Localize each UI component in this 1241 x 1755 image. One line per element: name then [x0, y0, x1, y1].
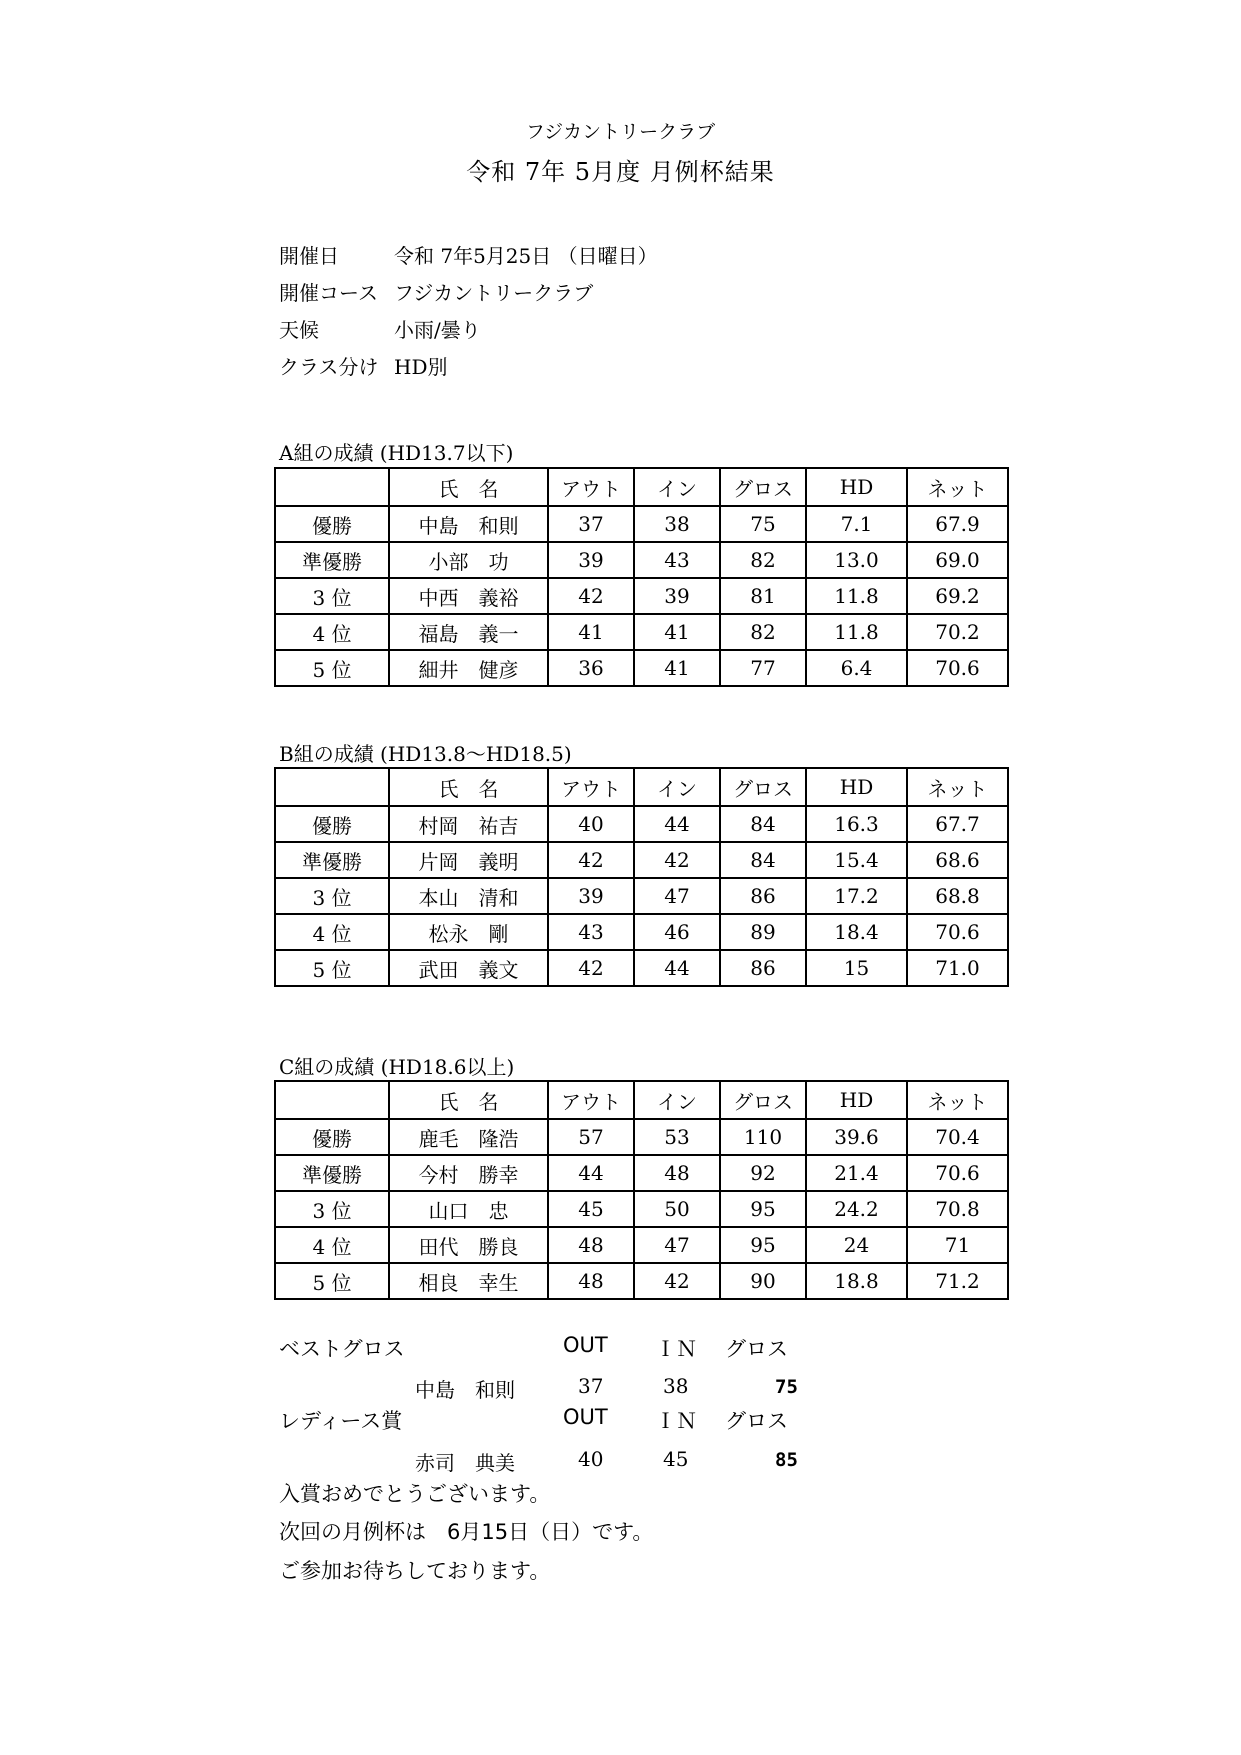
player-name-cell: 福島 義一: [389, 614, 548, 650]
info-row-course: [279, 273, 658, 310]
in-cell: 39: [634, 578, 720, 614]
best-gross-out: 37: [578, 1374, 604, 1398]
gross-cell: 86: [720, 878, 806, 914]
rank-cell: 3 位: [275, 578, 389, 614]
table-row: [275, 878, 1008, 914]
in-cell: 53: [634, 1119, 720, 1155]
out-cell: 39: [548, 878, 634, 914]
rank-cell: 3 位: [275, 878, 389, 914]
in-header: イン: [634, 468, 720, 506]
gross-cell: 110: [720, 1119, 806, 1155]
in-cell: 38: [634, 506, 720, 542]
info-row-date: [279, 236, 658, 273]
ladies-out: 40: [578, 1447, 604, 1471]
hd-cell: 21.4: [806, 1155, 907, 1191]
group-a-caption: A組の成績 (HD13.7以下): [279, 441, 514, 465]
net-cell: 68.6: [907, 842, 1008, 878]
net-header: ネット: [907, 1081, 1008, 1119]
table-row: [275, 506, 1008, 542]
in-header: イン: [634, 768, 720, 806]
rank-cell: 3 位: [275, 1191, 389, 1227]
out-cell: 42: [548, 578, 634, 614]
rank-cell: 5 位: [275, 650, 389, 686]
out-cell: 37: [548, 506, 634, 542]
out-cell: 40: [548, 806, 634, 842]
rank-cell: 5 位: [275, 950, 389, 986]
table-row: [275, 1191, 1008, 1227]
net-cell: 70.8: [907, 1191, 1008, 1227]
table-row: [275, 914, 1008, 950]
group-a-table: [274, 467, 1009, 687]
gross-cell: 86: [720, 950, 806, 986]
player-name-cell: 村岡 祐吉: [389, 806, 548, 842]
best-gross-gross-header: グロス: [725, 1337, 788, 1361]
in-cell: 42: [634, 1263, 720, 1299]
gross-cell: 81: [720, 578, 806, 614]
out-cell: 48: [548, 1263, 634, 1299]
player-name-cell: 山口 忠: [389, 1191, 548, 1227]
net-cell: 67.9: [907, 506, 1008, 542]
in-cell: 47: [634, 878, 720, 914]
in-cell: 43: [634, 542, 720, 578]
info-label: 開催日: [279, 244, 339, 268]
in-cell: 42: [634, 842, 720, 878]
out-cell: 42: [548, 842, 634, 878]
net-cell: 68.8: [907, 878, 1008, 914]
hd-cell: 11.8: [806, 578, 907, 614]
net-cell: 70.6: [907, 1155, 1008, 1191]
table-row: [275, 950, 1008, 986]
ladies-prize-title: レディース賞: [279, 1409, 403, 1433]
in-cell: 44: [634, 806, 720, 842]
hd-cell: 15: [806, 950, 907, 986]
player-name-cell: 今村 勝幸: [389, 1155, 548, 1191]
invitation-message: ご参加お待ちしております。: [279, 1559, 551, 1583]
best-gross-name: 中島 和則: [415, 1378, 515, 1402]
club-name: フジカントリークラブ: [525, 121, 716, 143]
page-title: 令和 7年 5月度 月例杯結果: [466, 158, 775, 186]
net-cell: 71.2: [907, 1263, 1008, 1299]
player-name-cell: 松永 剛: [389, 914, 548, 950]
hd-cell: 13.0: [806, 542, 907, 578]
table-header-row: [275, 468, 1008, 506]
rank-cell: 4 位: [275, 614, 389, 650]
net-cell: 70.6: [907, 914, 1008, 950]
table-row: [275, 542, 1008, 578]
out-cell: 57: [548, 1119, 634, 1155]
gross-cell: 95: [720, 1191, 806, 1227]
name-header: 氏 名: [389, 468, 548, 506]
net-cell: 67.7: [907, 806, 1008, 842]
out-cell: 44: [548, 1155, 634, 1191]
in-cell: 41: [634, 614, 720, 650]
event-info: [279, 236, 658, 384]
gross-cell: 84: [720, 806, 806, 842]
out-cell: 48: [548, 1227, 634, 1263]
hd-cell: 6.4: [806, 650, 907, 686]
rank-cell: 4 位: [275, 1227, 389, 1263]
info-label: 開催コース: [279, 281, 378, 305]
info-row-class: [279, 347, 658, 384]
rank-cell: 優勝: [275, 1119, 389, 1155]
hd-cell: 39.6: [806, 1119, 907, 1155]
info-label: 天候: [279, 318, 319, 342]
gross-header: グロス: [720, 1081, 806, 1119]
in-cell: 46: [634, 914, 720, 950]
out-cell: 39: [548, 542, 634, 578]
in-cell: 41: [634, 650, 720, 686]
name-header: 氏 名: [389, 768, 548, 806]
net-cell: 69.2: [907, 578, 1008, 614]
hd-cell: 24: [806, 1227, 907, 1263]
ladies-in-header: ＩＮ: [655, 1409, 697, 1433]
blank-header: [275, 768, 389, 806]
in-cell: 50: [634, 1191, 720, 1227]
blank-header: [275, 468, 389, 506]
rank-cell: 準優勝: [275, 542, 389, 578]
hd-header: HD: [806, 1081, 907, 1119]
best-gross-title: ベストグロス: [279, 1337, 405, 1361]
out-cell: 45: [548, 1191, 634, 1227]
hd-header: HD: [806, 468, 907, 506]
hd-header: HD: [806, 768, 907, 806]
hd-cell: 7.1: [806, 506, 907, 542]
best-gross-in-header: ＩＮ: [655, 1337, 697, 1361]
in-cell: 47: [634, 1227, 720, 1263]
gross-header: グロス: [720, 468, 806, 506]
info-value: フジカントリークラブ: [394, 281, 594, 305]
info-value: 小雨/曇り: [394, 318, 481, 342]
congrats-message: 入賞おめでとうございます。: [279, 1482, 551, 1506]
hd-cell: 17.2: [806, 878, 907, 914]
player-name-cell: 武田 義文: [389, 950, 548, 986]
table-header-row: [275, 768, 1008, 806]
info-value: HD別: [394, 355, 448, 379]
best-gross-gross: 75: [775, 1376, 798, 1398]
info-row-weather: [279, 310, 658, 347]
group-b-caption: B組の成績 (HD13.8～HD18.5): [279, 742, 572, 766]
name-header: 氏 名: [389, 1081, 548, 1119]
rank-cell: 4 位: [275, 914, 389, 950]
gross-cell: 82: [720, 542, 806, 578]
player-name-cell: 片岡 義明: [389, 842, 548, 878]
net-header: ネット: [907, 768, 1008, 806]
player-name-cell: 中西 義裕: [389, 578, 548, 614]
table-row: [275, 1119, 1008, 1155]
table-row: [275, 1263, 1008, 1299]
player-name-cell: 鹿毛 隆浩: [389, 1119, 548, 1155]
hd-cell: 24.2: [806, 1191, 907, 1227]
group-c-table: [274, 1080, 1009, 1300]
table-row: [275, 1227, 1008, 1263]
rank-cell: 準優勝: [275, 1155, 389, 1191]
in-header: イン: [634, 1081, 720, 1119]
player-name-cell: 細井 健彦: [389, 650, 548, 686]
rank-cell: 5 位: [275, 1263, 389, 1299]
player-name-cell: 本山 清和: [389, 878, 548, 914]
table-row: [275, 806, 1008, 842]
gross-cell: 84: [720, 842, 806, 878]
group-c-caption: C組の成績 (HD18.6以上): [279, 1055, 515, 1079]
out-cell: 43: [548, 914, 634, 950]
player-name-cell: 相良 幸生: [389, 1263, 548, 1299]
ladies-gross: 85: [775, 1449, 798, 1471]
net-cell: 71.0: [907, 950, 1008, 986]
player-name-cell: 田代 勝良: [389, 1227, 548, 1263]
out-cell: 36: [548, 650, 634, 686]
ladies-name: 赤司 典美: [415, 1451, 515, 1475]
net-header: ネット: [907, 468, 1008, 506]
best-gross-in: 38: [663, 1374, 689, 1398]
out-cell: 42: [548, 950, 634, 986]
net-cell: 69.0: [907, 542, 1008, 578]
in-cell: 44: [634, 950, 720, 986]
gross-cell: 77: [720, 650, 806, 686]
rank-cell: 準優勝: [275, 842, 389, 878]
net-cell: 70.4: [907, 1119, 1008, 1155]
info-value: 令和 7年5月25日 （日曜日）: [394, 244, 658, 268]
table-row: [275, 650, 1008, 686]
table-row: [275, 614, 1008, 650]
gross-cell: 95: [720, 1227, 806, 1263]
ladies-gross-header: グロス: [725, 1409, 788, 1433]
gross-cell: 75: [720, 506, 806, 542]
player-name-cell: 中島 和則: [389, 506, 548, 542]
ladies-out-header: OUT: [563, 1405, 608, 1429]
out-header: アウト: [548, 468, 634, 506]
hd-cell: 18.4: [806, 914, 907, 950]
gross-cell: 89: [720, 914, 806, 950]
gross-cell: 82: [720, 614, 806, 650]
gross-cell: 90: [720, 1263, 806, 1299]
rank-cell: 優勝: [275, 506, 389, 542]
net-cell: 70.6: [907, 650, 1008, 686]
in-cell: 48: [634, 1155, 720, 1191]
table-row: [275, 842, 1008, 878]
info-label: クラス分け: [279, 355, 379, 379]
table-row: [275, 1155, 1008, 1191]
out-header: アウト: [548, 768, 634, 806]
next-event-message: 次回の月例杯は 6月15日（日）です。: [279, 1520, 654, 1544]
gross-cell: 92: [720, 1155, 806, 1191]
out-header: アウト: [548, 1081, 634, 1119]
blank-header: [275, 1081, 389, 1119]
net-cell: 71: [907, 1227, 1008, 1263]
hd-cell: 11.8: [806, 614, 907, 650]
hd-cell: 18.8: [806, 1263, 907, 1299]
group-b-table: [274, 767, 1009, 987]
hd-cell: 16.3: [806, 806, 907, 842]
table-header-row: [275, 1081, 1008, 1119]
out-cell: 41: [548, 614, 634, 650]
hd-cell: 15.4: [806, 842, 907, 878]
ladies-in: 45: [663, 1447, 689, 1471]
best-gross-out-header: OUT: [563, 1333, 608, 1357]
table-row: [275, 578, 1008, 614]
net-cell: 70.2: [907, 614, 1008, 650]
player-name-cell: 小部 功: [389, 542, 548, 578]
gross-header: グロス: [720, 768, 806, 806]
rank-cell: 優勝: [275, 806, 389, 842]
